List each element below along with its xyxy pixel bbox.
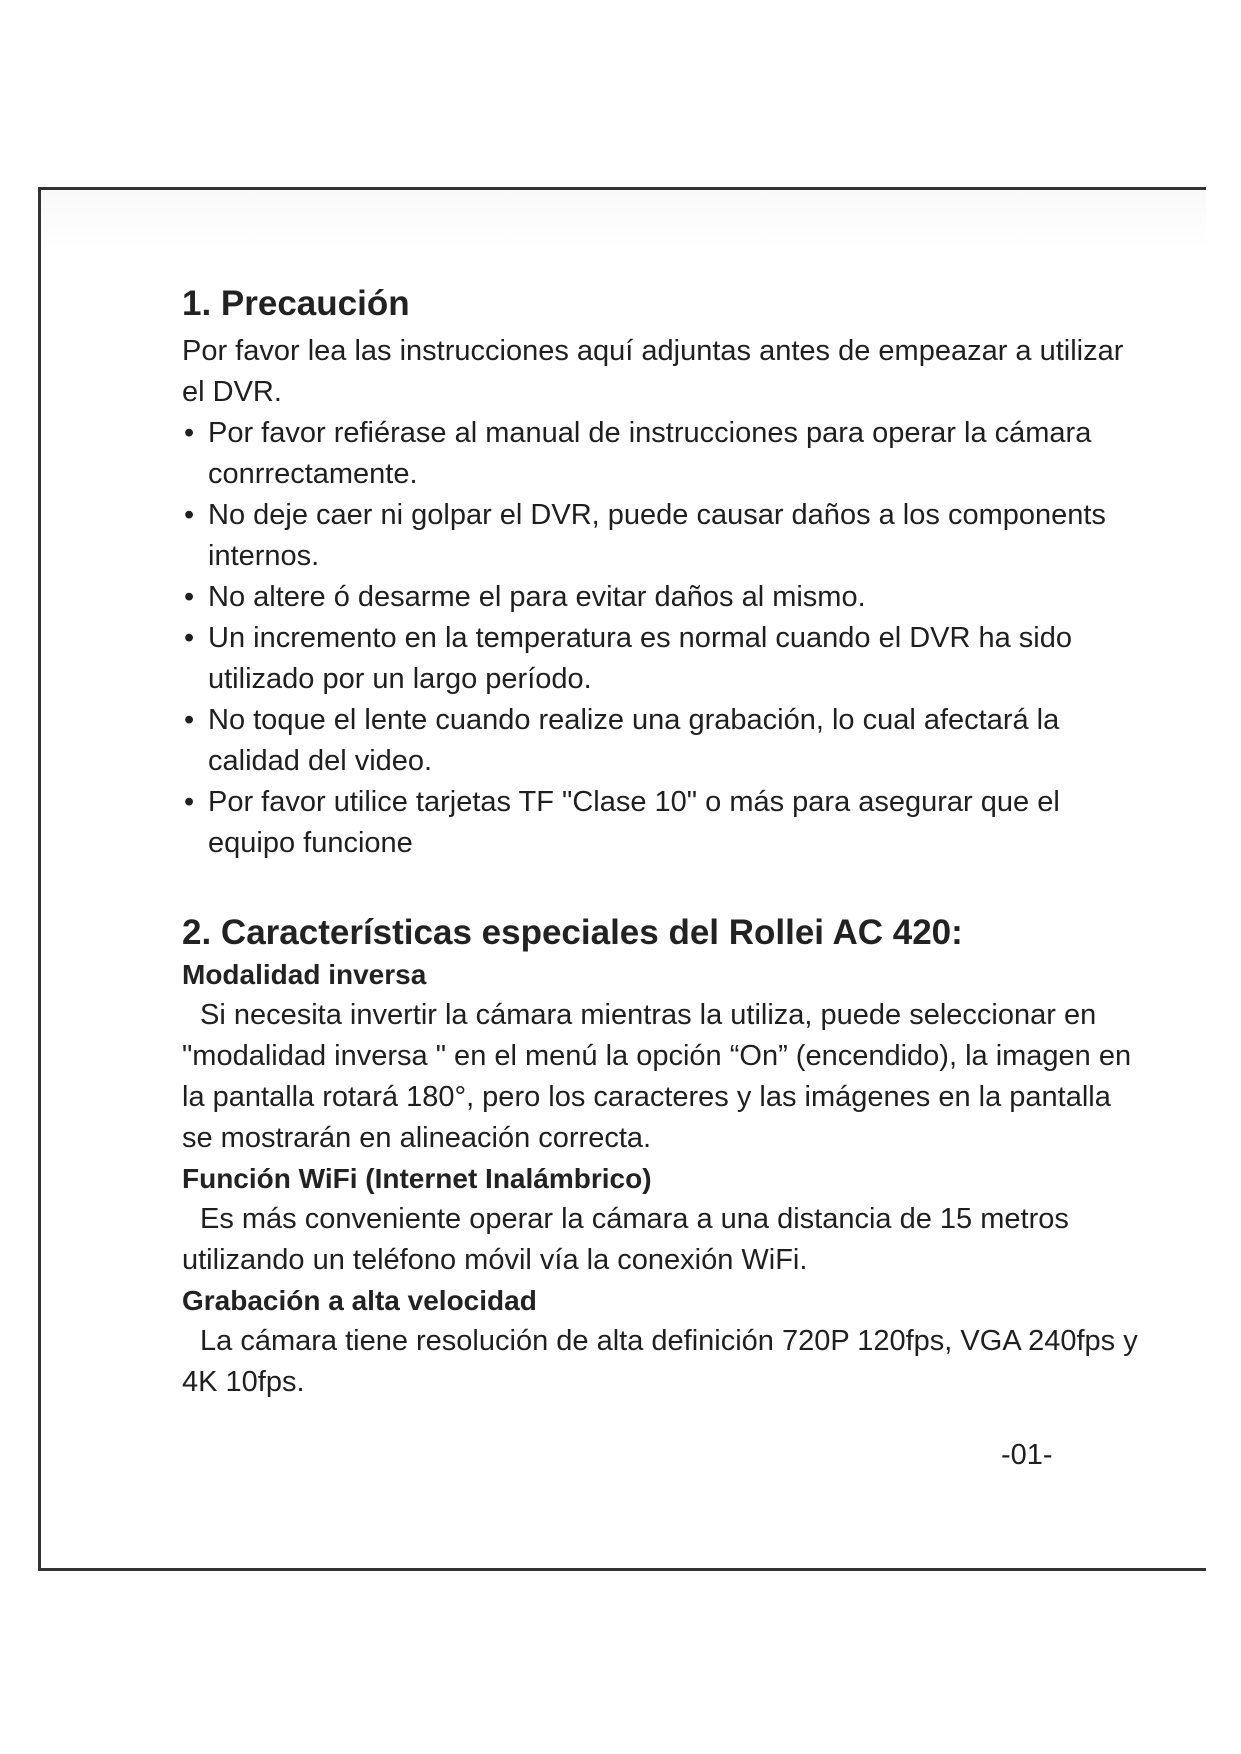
bullet-icon: •	[184, 417, 195, 449]
section2	[182, 911, 1142, 1403]
list-item	[182, 700, 1142, 782]
list-item	[182, 577, 1142, 618]
bullet-icon: •	[184, 704, 195, 736]
feature-heading-wifi: Función WiFi (Internet Inalámbrico)	[182, 1163, 652, 1194]
feature-text-wifi: Es más conveniente operar la cámara a una distancia de 15 metros utilizando un teléfono móvil vía la conexión WiFi.	[182, 1203, 1069, 1276]
page-number: -01-	[1001, 1439, 1053, 1471]
page-content	[182, 282, 1142, 1403]
bullet-icon: •	[184, 622, 195, 654]
feature-text-high-speed: La cámara tiene resolución de alta definición 720P 120fps, VGA 240fps y 4K 10fps.	[182, 1325, 1138, 1398]
list-item	[182, 782, 1142, 864]
list-item-text: No deje caer ni golpar el DVR, puede causar daños a los components internos.	[208, 499, 1106, 572]
list-item	[182, 413, 1142, 495]
precaution-list	[182, 413, 1142, 864]
list-item-text: Por favor utilice tarjetas TF "Clase 10" o más para asegurar que el equipo funcione	[208, 786, 1060, 859]
feature-heading-inverse-mode: Modalidad inversa	[182, 959, 427, 990]
list-item-text: No toque el lente cuando realize una grabación, lo cual afectará la calidad del video.	[208, 704, 1060, 777]
bullet-icon: •	[184, 581, 195, 613]
feature-heading-high-speed: Grabación a alta velocidad	[182, 1285, 537, 1316]
list-item-text: Un incremento en la temperatura es normal cuando el DVR ha sido utilizado por un largo período.	[208, 622, 1073, 695]
list-item-text: No altere ó desarme el para evitar daños al mismo.	[208, 581, 866, 613]
bullet-icon: •	[184, 786, 195, 818]
section1-intro: Por favor lea las instrucciones aquí adjuntas antes de empeazar a utilizar el DVR.	[182, 335, 1124, 408]
list-item	[182, 495, 1142, 577]
list-item-text: Por favor refiérase al manual de instrucciones para operar la cámara conrrectamente.	[208, 417, 1092, 490]
bullet-icon: •	[184, 499, 195, 531]
section1-title: 1. Precaución	[182, 284, 410, 323]
section2-title: 2. Características especiales del Rollei AC 420:	[182, 913, 963, 952]
list-item	[182, 618, 1142, 700]
feature-text-inverse-mode: Si necesita invertir la cámara mientras la utiliza, puede seleccionar en "modalidad inversa " en el menú la opción “On” (encendido), la imagen en la pantalla rotará 180°, pero los caracteres y las imágenes en la pantalla se mostrarán en alineación correcta.	[182, 999, 1132, 1154]
